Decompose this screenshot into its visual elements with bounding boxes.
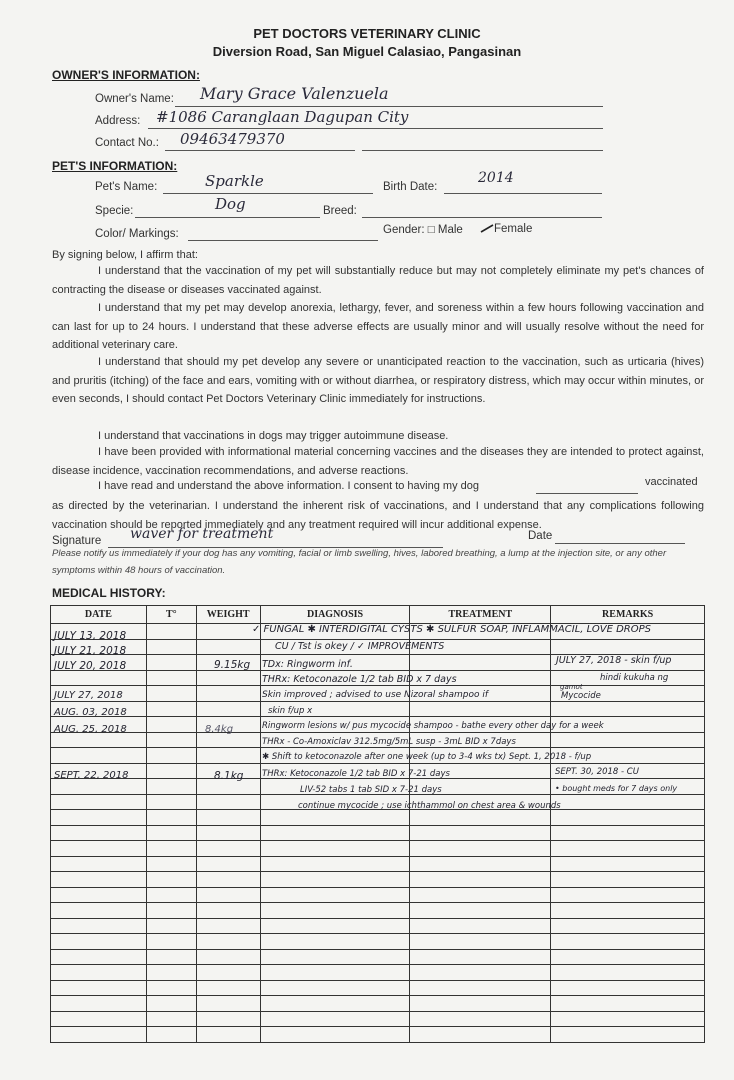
entry-date-3: JULY 20, 2018 xyxy=(54,660,127,672)
table-cell xyxy=(196,965,260,981)
table-cell xyxy=(146,701,196,717)
color-label: Color/ Markings: xyxy=(95,228,179,240)
consent-paragraph-1: I understand that the vaccination of my pet will substantially reduce but may not completely eliminate my pet's chances of contracting the disease or diseases vaccinated against. xyxy=(52,265,704,296)
check-mark-icon xyxy=(480,222,494,234)
table-cell xyxy=(260,918,410,934)
table-cell xyxy=(196,810,260,826)
table-cell xyxy=(410,825,551,841)
table-cell xyxy=(196,996,260,1012)
table-cell xyxy=(196,825,260,841)
table-cell xyxy=(260,841,410,857)
entry-row-10: THRx: Ketoconazole 1/2 tab BID x 7-21 days xyxy=(262,769,450,779)
table-cell xyxy=(51,856,147,872)
table-cell xyxy=(51,980,147,996)
table-cell xyxy=(260,856,410,872)
table-cell xyxy=(410,810,551,826)
entry-date-1: JULY 13, 2018 xyxy=(54,630,127,642)
table-cell xyxy=(51,996,147,1012)
table-cell xyxy=(146,810,196,826)
header-weight: WEIGHT xyxy=(196,606,260,624)
table-cell xyxy=(260,949,410,965)
header-remarks: REMARKS xyxy=(551,606,705,624)
table-cell xyxy=(410,980,551,996)
entry-weight-6: 8.4kg xyxy=(205,724,234,735)
table-cell xyxy=(410,965,551,981)
table-row xyxy=(51,1011,705,1027)
header-diagnosis: DIAGNOSIS xyxy=(260,606,410,624)
table-cell xyxy=(196,918,260,934)
table-cell xyxy=(146,717,196,733)
table-cell xyxy=(551,639,705,655)
table-row xyxy=(51,918,705,934)
table-cell xyxy=(146,763,196,779)
table-cell xyxy=(51,810,147,826)
header-treatment: TREATMENT xyxy=(410,606,551,624)
table-row xyxy=(51,1027,705,1043)
pet-section-title: PET'S INFORMATION: xyxy=(52,159,178,173)
signature-label: Signature xyxy=(52,535,102,547)
table-cell xyxy=(551,949,705,965)
table-cell xyxy=(146,887,196,903)
table-cell xyxy=(410,1011,551,1027)
table-cell xyxy=(196,794,260,810)
table-cell xyxy=(51,918,147,934)
table-cell xyxy=(410,903,551,919)
entry-row-4-remark: hindi kukuha ng xyxy=(600,673,669,683)
consent-paragraph-2: I understand that my pet may develop anorexia, lethargy, fever, and soreness within a few hours following vaccination and can last for up to 24 hours. I understand that these adverse effects are usually minor and will usually resolve without the need for additional veterinary care. xyxy=(52,302,704,351)
consent-paragraph-6-rest: as directed by the veterinarian. I understand the inherent risk of vaccinations, and I understand that any complications following vaccination should be reported immediately and any treatment required will incur additional expense. xyxy=(52,500,704,531)
owner-name-label: Owner's Name: xyxy=(95,93,174,105)
entry-date-2: JULY 21, 2018 xyxy=(54,645,127,657)
table-cell xyxy=(51,934,147,950)
entry-row-6: skin f/up x xyxy=(268,706,313,716)
address-value: #1086 Caranglaan Dagupan City xyxy=(156,108,409,126)
table-cell xyxy=(146,965,196,981)
table-cell xyxy=(551,965,705,981)
specie-value: Dog xyxy=(215,195,246,213)
table-cell xyxy=(196,949,260,965)
table-cell xyxy=(51,1027,147,1043)
birth-date-line xyxy=(444,193,602,194)
entry-row-5: Skin improved ; advised to use Nizoral shampoo if xyxy=(262,690,489,700)
table-cell xyxy=(146,1011,196,1027)
table-cell xyxy=(196,624,260,640)
entry-row-2: CU / Tst is okey / ✓ IMPROVEMENTS xyxy=(275,641,445,652)
table-cell xyxy=(146,872,196,888)
contact-line-2 xyxy=(362,150,603,151)
header-date: DATE xyxy=(51,606,147,624)
table-cell xyxy=(551,856,705,872)
table-cell xyxy=(51,748,147,764)
dog-name-line xyxy=(536,493,638,494)
table-cell xyxy=(410,872,551,888)
table-cell xyxy=(51,1011,147,1027)
table-cell xyxy=(260,872,410,888)
table-cell xyxy=(551,701,705,717)
gender-label: Gender: □ Male xyxy=(383,224,463,236)
table-cell xyxy=(260,965,410,981)
specie-label: Specie: xyxy=(95,205,134,217)
table-row xyxy=(51,825,705,841)
table-cell xyxy=(551,825,705,841)
table-cell xyxy=(410,887,551,903)
table-cell xyxy=(551,887,705,903)
table-cell xyxy=(146,996,196,1012)
table-cell xyxy=(196,856,260,872)
owner-name-value: Mary Grace Valenzuela xyxy=(200,84,389,103)
medical-history-table xyxy=(50,605,705,1043)
table-row xyxy=(51,887,705,903)
table-row xyxy=(51,996,705,1012)
table-cell xyxy=(260,996,410,1012)
table-row xyxy=(51,841,705,857)
clinic-address: Diversion Road, San Miguel Calasiao, Pangasinan xyxy=(212,44,522,59)
table-cell xyxy=(51,794,147,810)
table-cell xyxy=(196,686,260,702)
breed-line xyxy=(362,217,602,218)
table-cell xyxy=(146,748,196,764)
table-cell xyxy=(551,841,705,857)
entry-row-10-remark: SEPT. 30, 2018 - CU xyxy=(555,767,639,777)
table-cell xyxy=(51,965,147,981)
table-cell xyxy=(146,903,196,919)
table-row xyxy=(51,965,705,981)
table-cell xyxy=(410,949,551,965)
entry-date-6: AUG. 25, 2018 xyxy=(54,724,127,735)
table-cell xyxy=(196,639,260,655)
entry-row-8: THRx - Co-Amoxiclav 312.5mg/5mL susp - 3mL BID x 7days xyxy=(262,737,516,747)
owner-name-line xyxy=(175,106,603,107)
table-cell xyxy=(196,841,260,857)
table-row xyxy=(51,934,705,950)
owner-section-title: OWNER'S INFORMATION: xyxy=(52,68,200,82)
entry-row-1: ✓ FUNGAL ✱ INTERDIGITAL CYSTS ✱ SULFUR SOAP, INFLAMMACIL, LOVE DROPS xyxy=(252,624,651,635)
table-cell xyxy=(196,887,260,903)
table-row xyxy=(51,903,705,919)
table-cell xyxy=(146,670,196,686)
entry-date-4: JULY 27, 2018 xyxy=(54,690,123,701)
table-row xyxy=(51,949,705,965)
table-cell xyxy=(260,810,410,826)
table-cell xyxy=(196,670,260,686)
signature-value: waver for treatment xyxy=(130,526,274,542)
table-cell xyxy=(146,949,196,965)
table-cell xyxy=(51,825,147,841)
table-cell xyxy=(196,748,260,764)
table-cell xyxy=(551,810,705,826)
contact-label: Contact No.: xyxy=(95,137,159,149)
female-checkbox xyxy=(481,222,493,232)
table-cell xyxy=(146,794,196,810)
entry-row-4: THRx: Ketoconazole 1/2 tab BID x 7 days xyxy=(262,674,457,685)
table-cell xyxy=(146,918,196,934)
table-cell xyxy=(196,872,260,888)
table-cell xyxy=(146,732,196,748)
table-cell xyxy=(551,918,705,934)
table-cell xyxy=(196,1011,260,1027)
table-cell xyxy=(51,670,147,686)
table-cell xyxy=(51,841,147,857)
table-row xyxy=(51,856,705,872)
table-cell xyxy=(146,686,196,702)
table-cell xyxy=(196,701,260,717)
table-cell xyxy=(551,903,705,919)
table-cell xyxy=(146,1027,196,1043)
table-cell xyxy=(260,934,410,950)
entry-row-9: ✱ Shift to ketoconazole after one week (up to 3-4 wks tx) Sept. 1, 2018 - f/up xyxy=(262,752,592,762)
table-cell xyxy=(410,655,551,671)
table-cell xyxy=(410,841,551,857)
pet-name-value: Sparkle xyxy=(205,172,264,190)
table-cell xyxy=(146,655,196,671)
table-cell xyxy=(260,1011,410,1027)
table-cell xyxy=(146,856,196,872)
clinic-name: PET DOCTORS VETERINARY CLINIC xyxy=(253,26,481,41)
contact-line xyxy=(165,150,355,151)
table-cell xyxy=(551,794,705,810)
table-cell xyxy=(410,996,551,1012)
entry-row-3: TDx: Ringworm inf. xyxy=(262,659,353,670)
table-cell xyxy=(551,980,705,996)
pet-name-label: Pet's Name: xyxy=(95,181,158,193)
entry-row-11: LIV-52 tabs 1 tab SID x 7-21 days xyxy=(300,785,442,795)
entry-row-3-remark: JULY 27, 2018 - skin f/up xyxy=(556,655,672,666)
table-cell xyxy=(410,856,551,872)
entry-row-5-remark: Mycocide xyxy=(561,691,601,701)
table-cell xyxy=(260,825,410,841)
table-cell xyxy=(51,903,147,919)
entry-row-11-remark: • bought meds for 7 days only xyxy=(555,784,678,793)
breed-label: Breed: xyxy=(323,205,357,217)
table-cell xyxy=(410,701,551,717)
table-cell xyxy=(260,1027,410,1043)
notice-text: Please notify us immediately if your dog has any vomiting, facial or limb swelling, hives, labored breathing, a lump at the injection site, or any other symptoms within 48 hours of vaccination. xyxy=(52,548,667,576)
table-cell xyxy=(196,1027,260,1043)
table-cell xyxy=(146,841,196,857)
table-row xyxy=(51,980,705,996)
medical-section-title: MEDICAL HISTORY: xyxy=(52,586,166,600)
table-cell xyxy=(551,934,705,950)
consent-vaccinated-word: vaccinated xyxy=(645,476,698,488)
date-line xyxy=(555,543,685,544)
table-row xyxy=(51,810,705,826)
contact-value: 09463479370 xyxy=(180,130,285,148)
table-cell xyxy=(196,903,260,919)
consent-paragraph-3: I understand that should my pet develop any severe or unanticipated reaction to the vaccination, such as urticaria (hives) and pruritis (itching) of the face and ears, vomiting with or without diarrhea, or respiratory distress, which may occur within minutes, or even seconds, I should contact Pet Doctors Veterinary Clinic immediately for instructions. xyxy=(52,356,704,405)
table-cell xyxy=(146,980,196,996)
birth-date-label: Birth Date: xyxy=(383,181,438,193)
table-cell xyxy=(410,918,551,934)
header-temp: T° xyxy=(146,606,196,624)
birth-date-value: 2014 xyxy=(478,170,514,186)
consent-paragraph-5: I have been provided with informational material concerning vaccines and the diseases they are intended to protect against, disease incidence, vaccination recommendations, and adverse reactions. xyxy=(52,446,704,477)
table-cell xyxy=(551,996,705,1012)
table-cell xyxy=(146,825,196,841)
consent-paragraph-6-start: I have read and understand the above information. I consent to having my dog xyxy=(98,480,479,492)
color-line xyxy=(188,240,378,241)
table-cell xyxy=(51,887,147,903)
consent-paragraph-4: I understand that vaccinations in dogs may trigger autoimmune disease. xyxy=(98,430,449,442)
table-cell xyxy=(260,980,410,996)
entry-row-5-note: gamot xyxy=(560,683,583,691)
date-label: Date xyxy=(528,530,553,542)
table-cell xyxy=(146,624,196,640)
entry-row-7: Ringworm lesions w/ pus mycocide shampoo - bathe every other day for a week xyxy=(262,721,604,731)
consent-intro: By signing below, I affirm that: xyxy=(52,249,198,261)
table-cell xyxy=(146,779,196,795)
entry-row-12: continue mycocide ; use ichthammol on chest area & wounds xyxy=(298,801,561,811)
table-cell xyxy=(51,872,147,888)
specie-line xyxy=(135,217,320,218)
table-cell xyxy=(146,934,196,950)
table-cell xyxy=(410,1027,551,1043)
entry-date-5: AUG. 03, 2018 xyxy=(54,707,127,718)
table-cell xyxy=(551,1011,705,1027)
entry-weight-7: 8.1kg xyxy=(214,770,244,782)
table-header-row xyxy=(51,606,705,624)
table-cell xyxy=(551,732,705,748)
address-line xyxy=(148,128,603,129)
table-cell xyxy=(196,934,260,950)
table-cell xyxy=(51,949,147,965)
gender-female-label: Female xyxy=(494,223,533,235)
entry-date-7: SEPT. 22, 2018 xyxy=(54,770,129,781)
table-row xyxy=(51,701,705,717)
table-cell xyxy=(551,1027,705,1043)
table-cell xyxy=(146,639,196,655)
entry-weight-3: 9.15kg xyxy=(214,659,251,671)
table-cell xyxy=(410,934,551,950)
gender-female-option xyxy=(481,222,532,235)
table-cell xyxy=(551,872,705,888)
address-label: Address: xyxy=(95,115,141,127)
pet-name-line xyxy=(163,193,373,194)
table-cell xyxy=(260,887,410,903)
table-cell xyxy=(196,980,260,996)
table-row xyxy=(51,872,705,888)
table-cell xyxy=(260,903,410,919)
